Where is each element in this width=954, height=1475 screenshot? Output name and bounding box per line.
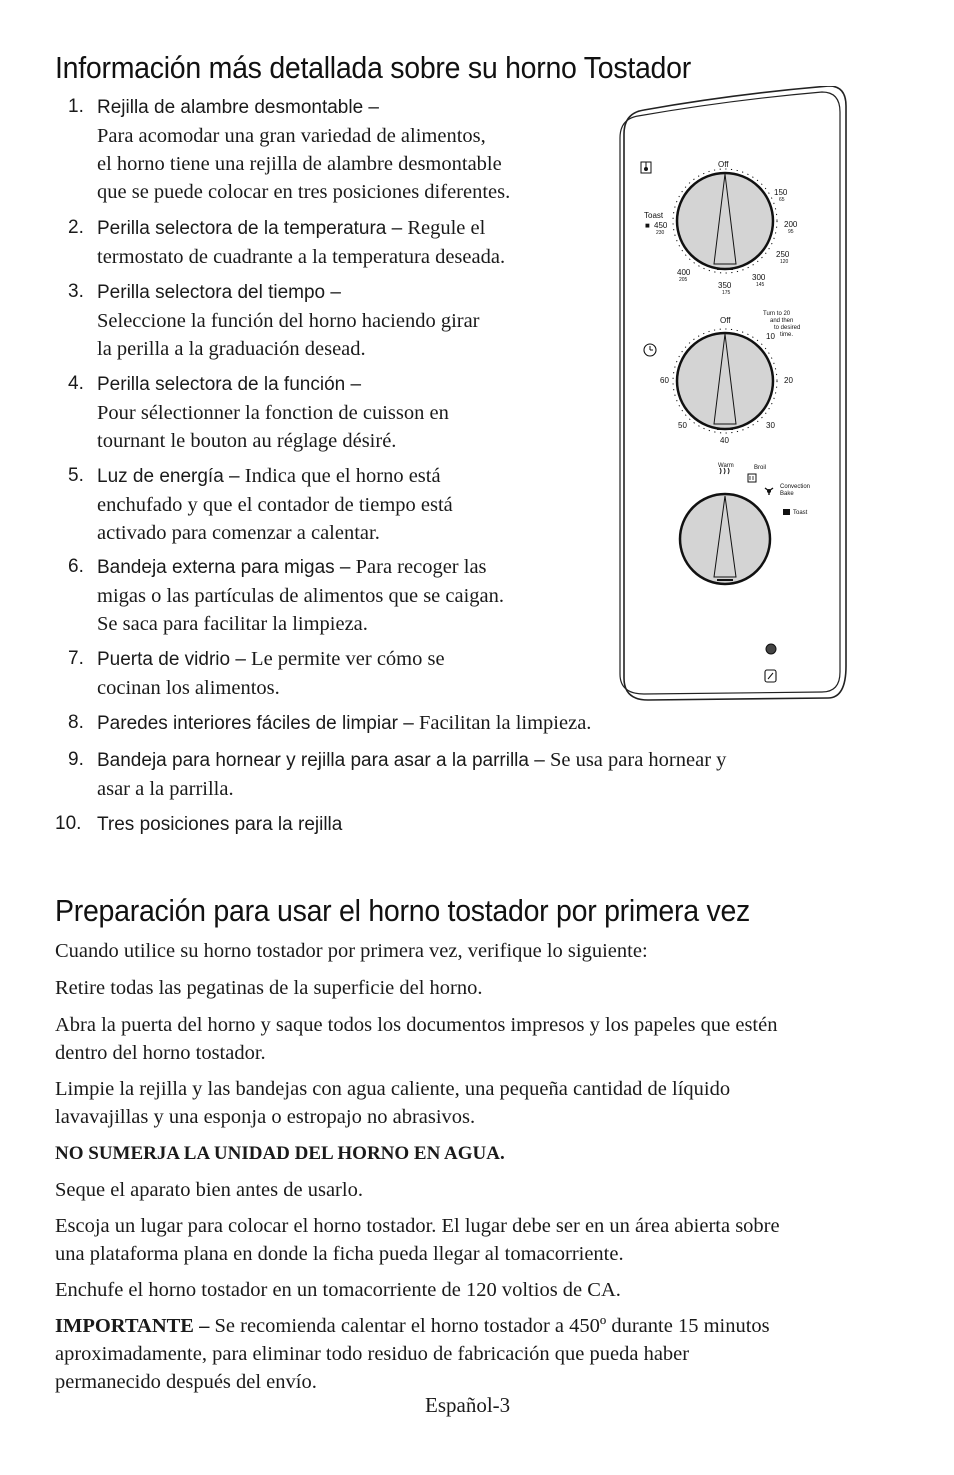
temp-250-label: 250 xyxy=(776,250,790,259)
temp-300c-label: 145 xyxy=(756,282,765,288)
item-label: Rejilla de alambre desmontable – xyxy=(97,97,379,118)
item-label: Perilla selectora de la temperatura – xyxy=(97,218,403,239)
prep-paragraph-9 xyxy=(55,1312,915,1396)
temp-450-label: 450 xyxy=(654,221,668,230)
temp-150c-label: 65 xyxy=(779,197,785,203)
prep-paragraph-4-line: Limpie la rejilla y las bandejas con agua caliente, una pequeña cantidad de líquido xyxy=(55,1078,731,1100)
prep-paragraph-3-line: Abra la puerta del horno y saque todos los documentos impresos y los papeles que estén xyxy=(55,1014,778,1036)
item-text: Indica que el horno está xyxy=(239,465,441,487)
timer-30-label: 30 xyxy=(766,421,775,430)
control-panel-illustration xyxy=(614,86,854,702)
item-number: 1. xyxy=(68,96,84,117)
temp-400c-label: 205 xyxy=(679,277,688,283)
prep-paragraph-3 xyxy=(55,1011,915,1067)
item-text: Se usa para hornear y xyxy=(544,749,727,771)
item-label: Perilla selectora del tiempo – xyxy=(97,282,341,303)
prep-paragraph-9-line: aproximadamente, para eliminar todo residuo de fabricación que pueda haber xyxy=(55,1343,690,1365)
item-text: activado para comenzar a calentar. xyxy=(97,522,380,544)
item-number: 10. xyxy=(55,813,82,834)
item-number: 2. xyxy=(68,217,84,238)
temp-200c-label: 95 xyxy=(788,229,794,235)
fan-icon xyxy=(765,488,773,495)
item-text: Seleccione la función del horno haciendo girar xyxy=(97,310,480,332)
item-text: Para acomodar una gran variedad de alimentos, xyxy=(97,125,486,147)
temp-300-label: 300 xyxy=(752,273,766,282)
timer-instruction-4: time. xyxy=(780,332,794,338)
temp-200-label: 200 xyxy=(784,220,798,229)
temp-350-label: 350 xyxy=(718,281,732,290)
function-toast-label: Toast xyxy=(793,510,808,516)
prep-paragraph-4 xyxy=(55,1075,915,1131)
timer-off-label: Off xyxy=(720,316,731,325)
broil-icon xyxy=(748,474,756,482)
item-text: enchufado y que el contador de tiempo está xyxy=(97,494,453,516)
item-number: 8. xyxy=(68,712,84,733)
item-label: Bandeja externa para migas – xyxy=(97,557,351,578)
function-broil-label: Broil xyxy=(754,465,767,471)
item-text: Facilitan la limpieza. xyxy=(413,712,592,734)
function-convection-label: Convection xyxy=(780,484,811,490)
section-title-preparation: Preparación para usar el horno tostador por primera vez xyxy=(55,893,751,928)
prep-paragraph-7 xyxy=(55,1212,915,1268)
list-item-9 xyxy=(68,746,726,803)
item-text: cocinan los alimentos. xyxy=(97,677,280,699)
timer-instruction-1: Turn to 20 xyxy=(763,311,791,317)
plug-icon xyxy=(765,670,776,682)
timer-knob xyxy=(673,329,777,433)
function-knob xyxy=(680,494,770,584)
item-text: tournant le bouton au réglage désiré. xyxy=(97,430,397,452)
prep-paragraph-2: Retire todas las pegatinas de la superficie del horno. xyxy=(55,977,483,999)
item-number: 9. xyxy=(68,749,84,770)
control-panel-drawing xyxy=(614,86,854,702)
item-label: Luz de energía – xyxy=(97,466,240,487)
function-warm-label: Warm xyxy=(718,463,734,469)
item-text: el horno tiene una rejilla de alambre desmontable xyxy=(97,153,502,175)
item-number: 3. xyxy=(68,281,84,302)
timer-50-label: 50 xyxy=(678,421,687,430)
list-item-2 xyxy=(68,214,505,271)
timer-40-label: 40 xyxy=(720,436,729,445)
list-item-3 xyxy=(68,278,480,363)
item-text: Pour sélectionner la fonction de cuisson en xyxy=(97,402,449,424)
item-text: Para recoger las xyxy=(350,556,487,578)
list-item-10 xyxy=(55,810,342,839)
thermometer-icon xyxy=(641,162,651,173)
list-item-4 xyxy=(68,370,449,455)
item-label: Perilla selectora de la función – xyxy=(97,374,362,395)
power-light xyxy=(766,644,776,654)
timer-20-label: 20 xyxy=(784,376,793,385)
item-text: la perilla a la graduación desead. xyxy=(97,338,366,360)
page-number: Español-3 xyxy=(425,1393,511,1417)
list-item-8 xyxy=(68,709,591,738)
temp-400-label: 400 xyxy=(677,268,691,277)
section-title-details: Información más detallada sobre su horno Tostador xyxy=(55,50,691,85)
timer-instruction-3: to desired xyxy=(774,325,801,331)
temp-450c-label: 230 xyxy=(656,230,665,236)
item-text: migas o las partículas de alimentos que se caigan. xyxy=(97,585,505,607)
timer-instruction-2: and then xyxy=(770,318,794,324)
item-text: que se puede colocar en tres posiciones diferentes. xyxy=(97,181,511,203)
item-text: asar a la parrilla. xyxy=(97,778,234,800)
temp-350c-label: 175 xyxy=(722,290,731,296)
prep-paragraph-7-line: Escoja un lugar para colocar el horno tostador. El lugar debe ser en un área abierta sobre xyxy=(55,1215,780,1237)
temp-toast-label: Toast xyxy=(644,211,664,220)
prep-paragraph-1: Cuando utilice su horno tostador por primera vez, verifique lo siguiente: xyxy=(55,940,648,962)
item-number: 5. xyxy=(68,465,84,486)
list-item-5 xyxy=(68,462,453,547)
temp-250c-label: 120 xyxy=(780,259,789,265)
item-text: Le permite ver cómo se xyxy=(245,648,445,670)
list-item-1 xyxy=(68,93,510,206)
item-text: termostato de cuadrante a la temperatura deseada. xyxy=(97,246,506,268)
toast-icon xyxy=(783,509,790,515)
clock-icon xyxy=(644,344,656,356)
item-text: Regule el xyxy=(402,217,486,239)
item-label: Tres posiciones para la rejilla xyxy=(97,814,343,835)
prep-paragraph-8: Enchufe el horno tostador en un tomacorriente de 120 voltios de CA. xyxy=(55,1279,621,1301)
temp-toast-marker: ■ xyxy=(645,221,650,230)
prep-paragraph-9-line: permanecido después del envío. xyxy=(55,1371,317,1393)
item-label: Puerta de vidrio – xyxy=(97,649,246,670)
item-label: Paredes interiores fáciles de limpiar – xyxy=(97,713,414,734)
list-item-7 xyxy=(68,645,445,702)
prep-paragraph-4-line: lavavajillas y una esponja o estropajo no abrasivos. xyxy=(55,1106,476,1128)
function-bake-label: Bake xyxy=(780,491,794,497)
prep-paragraph-7-line: una plataforma plana en donde la ficha pueda llegar al tomacorriente. xyxy=(55,1243,624,1265)
list-item-6 xyxy=(68,553,504,638)
item-text: Se saca para facilitar la limpieza. xyxy=(97,613,368,635)
important-label: IMPORTANTE – xyxy=(55,1315,210,1337)
item-number: 7. xyxy=(68,648,84,669)
item-number: 4. xyxy=(68,373,84,394)
item-label: Bandeja para hornear y rejilla para asar a la parrilla – xyxy=(97,750,545,771)
important-text: Se recomienda calentar el horno tostador a 450º durante 15 minutos xyxy=(209,1315,770,1337)
prep-paragraph-6: Seque el aparato bien antes de usarlo. xyxy=(55,1179,363,1201)
item-number: 6. xyxy=(68,556,84,577)
temp-off-label: Off xyxy=(718,160,729,169)
temperature-knob xyxy=(673,169,777,273)
temp-150-label: 150 xyxy=(774,188,788,197)
prep-warning: NO SUMERJA LA UNIDAD DEL HORNO EN AGUA. xyxy=(55,1143,505,1164)
timer-60-label: 60 xyxy=(660,376,669,385)
timer-10-label: 10 xyxy=(766,332,775,341)
prep-paragraph-3-line: dentro del horno tostador. xyxy=(55,1042,266,1064)
